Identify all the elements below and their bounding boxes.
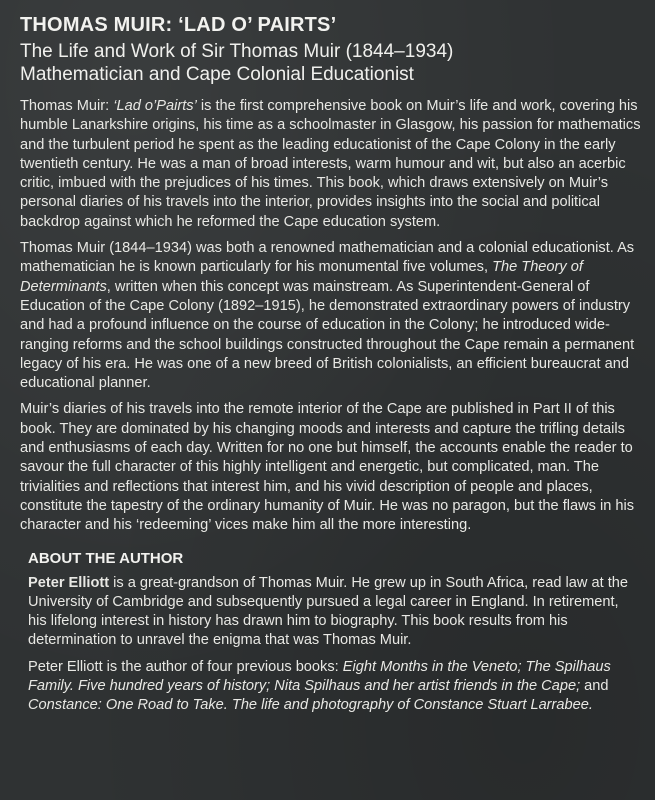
subtitle-line-1: The Life and Work of Sir Thomas Muir (1844–1934) [20, 41, 454, 62]
author-name: Peter Elliott [28, 574, 110, 591]
previous-books-list-2: Constance: One Road to Take. The life and photography of Constance Stuart Larrabee. [28, 697, 593, 714]
book-subtitle [20, 40, 641, 86]
description-paragraph-3: Muir’s diaries of his travels into the remote interior of the Cape are published in Part II of this book. They are dominated by his changing moods and interests and capture the trifling details and enthusiasms of each day. Written for no one but himself, the accounts enable the reader to savour the full character of this highly intelligent and energetic, but complicated, man. The trivialities and reflections that interest him, and his vivid description of people and places, constitute the tapestry of the ordinary humanity of Muir. He was no paragon, but the flaws in his character and his ‘redeeming’ vices make him all the more interesting. [20, 401, 635, 534]
paragraph-1-lead: Thomas Muir: [20, 98, 114, 114]
author-bio-paragraph [28, 574, 641, 651]
subtitle-line-2: Mathematician and Cape Colonial Educationist [20, 64, 414, 85]
paragraph-2-work-title: The Theory of Determinants [20, 259, 583, 295]
paragraph-1-body: is the first comprehensive book on Muir’s life and work, covering his humble Lanarkshire origins, his time as a schoolmaster in Glasgow, his passion for mathematics and the turbulent period he spent as the leading educationist of the Cape Colony in the early twentieth century. He was a man of broad interests, warm humour and wit, but also an acerbic critic, imbued with the prejudices of his times. This book, which draws extensively on Muir’s personal diaries of his travels into the interior, provides insights into the social and political backdrop against which he reformed the Cape education system. [20, 98, 641, 230]
description-paragraph-1 [20, 97, 641, 232]
book-title: THOMAS MUIR: ‘LAD O’ PAIRTS’ [20, 14, 337, 36]
books-and: and [580, 678, 609, 695]
previous-books-list-1: Eight Months in the Veneto; The Spilhaus Family. Five hundred years of history; Nita Spilhaus and her artist friends in the Cape; [28, 658, 611, 695]
about-author-heading: ABOUT THE AUTHOR [28, 549, 184, 567]
books-intro: Peter Elliott is the author of four previous books: [28, 658, 343, 675]
author-books-paragraph [28, 658, 641, 716]
paragraph-2-part-2: , written when this concept was mainstream. As Superintendent-General of Education of the Cape Colony (1892–1915), he demonstrated extraordinary powers of industry and had a profound influence on the course of education in the Colony; he introduced wide-ranging reforms and the school buildings constructed throughout the Cape remain a permanent legacy of his era. He was one of a new breed of British colonialists, an efficient bureaucrat and educational planner. [20, 278, 635, 392]
about-the-author-section [20, 549, 641, 716]
description-paragraph-2 [20, 239, 641, 393]
author-bio-text: is a great-grandson of Thomas Muir. He grew up in South Africa, read law at the University of Cambridge and subsequently pursued a legal career in England. In retirement, his lifelong interest in history has drawn him to biography. This book results from his determination to unravel the enigma that was Thomas Muir. [28, 574, 628, 649]
paragraph-1-book-title: ‘Lad o’Pairts’ [113, 98, 197, 114]
paragraph-2-part-1: Thomas Muir (1844–1934) was both a renowned mathematician and a colonial educationist. As mathematician he is known particularly for his monumental five volumes, [20, 240, 635, 276]
